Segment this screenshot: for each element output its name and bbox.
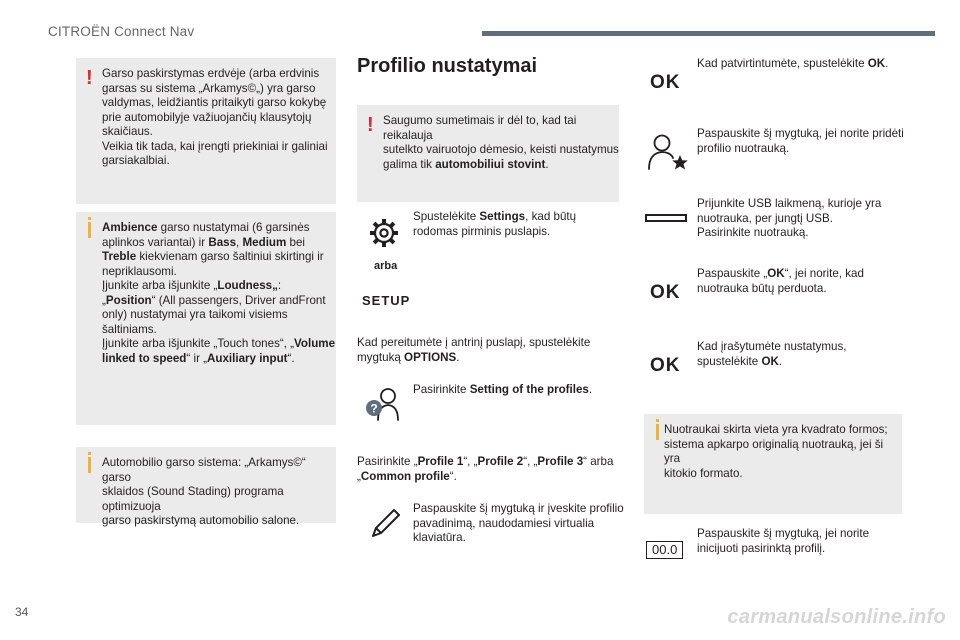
ok-button-icon[interactable]: OK (650, 355, 681, 376)
svg-text:?: ? (370, 401, 378, 416)
add-profile-photo-icon[interactable] (645, 133, 689, 171)
confirm-text: Kad patvirtintumėte, spustelėkite OK. (697, 57, 889, 70)
section-heading: Profilio nustatymai (357, 55, 538, 77)
warning-text: Saugumo sumetimais ir dėl to, kad tai reikalauja sutelkto vairuotojo dėmesio, keisti nustatymus galima tik automobiliui stovint. (383, 114, 619, 171)
reset-profile-button-icon[interactable]: 00.0 (646, 541, 683, 559)
header-title: CITROËN Connect Nav (48, 24, 195, 39)
warning-icon: ! (86, 67, 93, 89)
transfer-text: Paspauskite „OK“, jei norite, kad nuotrauka būtų perduota. (697, 267, 864, 295)
note-box-arkamys (76, 447, 336, 527)
pencil-icon[interactable] (367, 506, 403, 542)
step-settings-text: Spustelėkite Settings, kad būtų rodomas pirminis puslapis. (413, 210, 577, 238)
info-icon (654, 424, 659, 444)
warning-box-safety (357, 105, 619, 202)
usb-media-icon (645, 214, 687, 222)
info-icon (86, 457, 91, 477)
setup-button-icon[interactable]: SETUP (362, 293, 411, 308)
note-text: Ambience garso nustatymai (6 garsinės aplinkos variantai) ir Bass, Medium bei Treble kiekvienam garso šaltiniui skirtingi ir nepriklausomi. Įjunkite arba išjunkite „Loudness„: „Position“ (All passengers, Driver andFront only) nustatymai yra taikomi visiems šaltiniams. Įjunkite arba išjunkite „Touch tones“, „Volume linked to speed“ ir „Auxiliary input“. (102, 221, 336, 365)
step-edit-text: Paspauskite šį mygtuką ir įveskite profilio pavadinimą, naudodamiesi virtualia klaviatūra. (413, 502, 624, 544)
save-text: Kad įrašytumėte nustatymus, spustelėkite OK. (697, 340, 847, 368)
profile-question-icon[interactable] (364, 386, 406, 422)
note-text: Automobilio garso sistema: „Arkamys©“ garso sklaidos (Sound Stading) programa optimizuoja garso paskirstymą automobilio salone. (102, 456, 306, 527)
or-label: arba (374, 260, 398, 272)
info-box-photo-format (644, 414, 902, 514)
gear-icon[interactable] (369, 218, 399, 248)
note-box-sound-distribution (76, 58, 336, 204)
info-icon (86, 222, 91, 242)
usb-text: Prijunkite USB laikmeną, kurioje yra nuotrauka, per jungtį USB. Pasirinkite nuotrauką. (697, 197, 882, 239)
note-box-ambience (76, 212, 336, 425)
add-photo-text: Paspauskite šį mygtuką, jei norite pridėti profilio nuotrauką. (697, 127, 904, 155)
options-paragraph: Kad pereitumėte į antrinį puslapį, spustelėkite mygtuką OPTIONS. (357, 336, 591, 364)
profile-choice-paragraph: Pasirinkite „Profile 1“, „Profile 2“, „Profile 3“ arba „Common profile“. (357, 455, 614, 483)
header-bar (482, 31, 935, 36)
ok-button-icon[interactable]: OK (650, 282, 681, 303)
step-profiles-text: Pasirinkite Setting of the profiles. (413, 383, 593, 396)
watermark: carmanualsonline.info (727, 606, 946, 628)
reset-text: Paspauskite šį mygtuką, jei norite inicijuoti pasirinktą profilį. (697, 527, 870, 555)
ok-button-icon[interactable]: OK (650, 72, 681, 93)
info-text: Nuotraukai skirta vieta yra kvadrato formos; sistema apkarpo originalią nuotrauką, jei ši yra kitokio formato. (664, 423, 888, 480)
note-text: Garso paskirstymas erdvėje (arba erdvinis garsas su sistema „Arkamys©„) yra garso valdymas, leidžiantis pritaikyti garso kokybę prie automobilyje važiuojančių klausytojų skaičiaus. Veikia tik tada, kai įrengti priekiniai ir galiniai garsiakalbiai. (102, 67, 328, 167)
warning-icon: ! (367, 114, 374, 136)
page-number: 34 (15, 605, 29, 619)
